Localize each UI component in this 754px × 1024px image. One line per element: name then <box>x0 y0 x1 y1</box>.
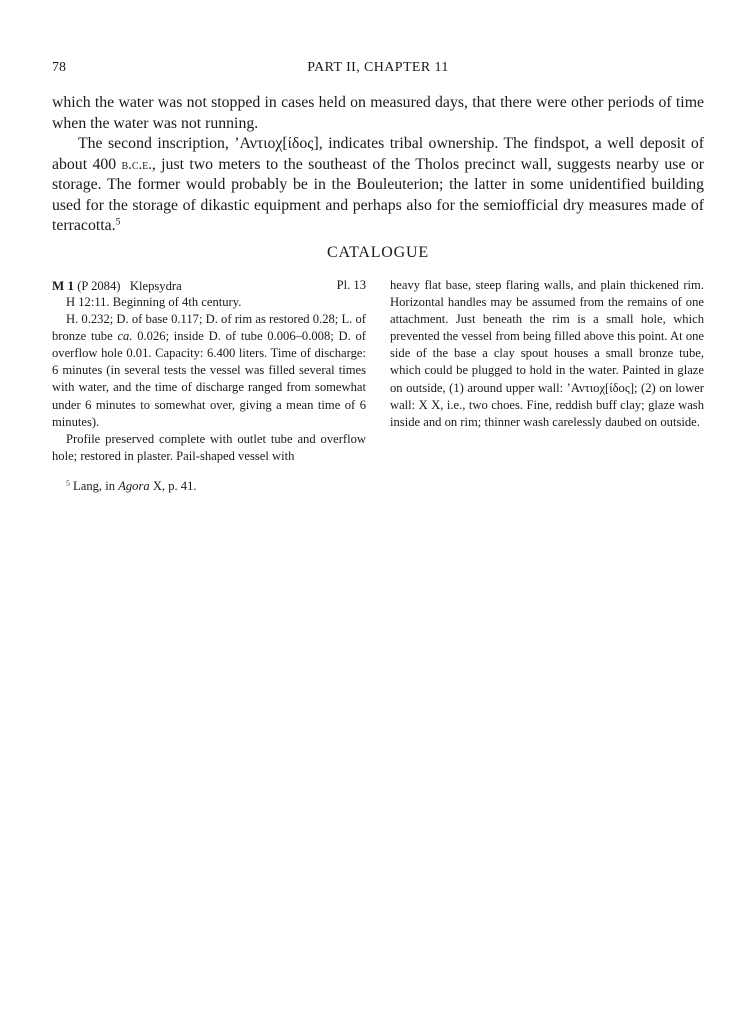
running-title: PART II, CHAPTER 11 <box>307 60 449 75</box>
dimensions-text: H. 0.232; D. of base 0.117; D. of rim as restored 0.28; L. of bronze tube <box>52 312 366 344</box>
paragraph-text: which the water was not stopped in cases held on measured days, that there were other periods of time when the water was not running. <box>52 94 704 132</box>
inventory-number: (P 2084) <box>77 279 121 293</box>
entry-dimensions <box>52 311 366 431</box>
circa-abbrev: ca. <box>117 329 133 344</box>
footnote <box>52 478 704 495</box>
paragraph-text: The second inscription, ’Αντιοχ[ίδος], indicates tribal ownership. The findspot, a well deposit of about 400 <box>52 135 704 173</box>
paragraph <box>52 93 704 134</box>
entry-context: H 12:11. Beginning of 4th century. <box>66 295 242 309</box>
paragraph-text: , just two meters to the southeast of the Tholos precinct wall, suggests nearby use or storage. The former would probably be in the Bouleuterion; the latter in some unidentified building used for the storage of dikastic equipment and perhaps also for the semiofficial dry measures made of terracotta. <box>52 155 704 234</box>
entry-description-continued: heavy flat base, steep flaring walls, and plain thickened rim. Horizontal handles may be assumed from the remains of one attachment. Just beneath the rim is a small hole, which prevented the vessel from being filled above this point. At one side of the base a clay spout houses a small bronze tube, which could be plugged to hold in the water. Painted in glaze on outside, (1) around upper wall: ’Αντιοχ[ίδος]; (2) on lower wall: X X, i.e., two choes. Fine, reddish buff clay; glaze wash inside and on rim; thinner wash carelessly daubed on outside. <box>390 278 704 429</box>
footnote-title: Agora <box>118 479 150 493</box>
entry-heading <box>52 277 366 294</box>
entry-description: Profile preserved complete with outlet tube and overflow hole; restored in plaster. Pail-shaped vessel with <box>52 431 366 463</box>
plate-reference: Pl. 13 <box>336 278 366 292</box>
page-number: 78 <box>52 60 66 75</box>
footnote-ref: 5 <box>115 216 121 228</box>
era-abbrev: b.c.e. <box>121 156 152 173</box>
footnote-text: X, p. 41. <box>149 479 197 493</box>
entry-number: M 1 <box>52 278 75 293</box>
body-text <box>52 93 704 237</box>
catalogue-column-right <box>390 277 704 431</box>
footnote-text: Lang, in <box>69 479 119 493</box>
catalogue-heading: CATALOGUE <box>327 244 429 261</box>
catalogue-column-left <box>52 277 366 465</box>
dimensions-text: 0.026; inside D. of tube 0.006–0.008; D. of overflow hole 0.01. Capacity: 6.400 liters. Time of discharge: 6 minutes (in several tests the vessel was filled several times with water, and the time of discharge ranged from somewhat under 6 minutes to somewhat over, giving a mean time of 6 minutes). <box>52 329 366 429</box>
running-header <box>52 60 704 80</box>
entry-name: Klepsydra <box>129 279 182 293</box>
paragraph <box>52 134 704 237</box>
footnote-mark: 5 <box>66 478 70 488</box>
